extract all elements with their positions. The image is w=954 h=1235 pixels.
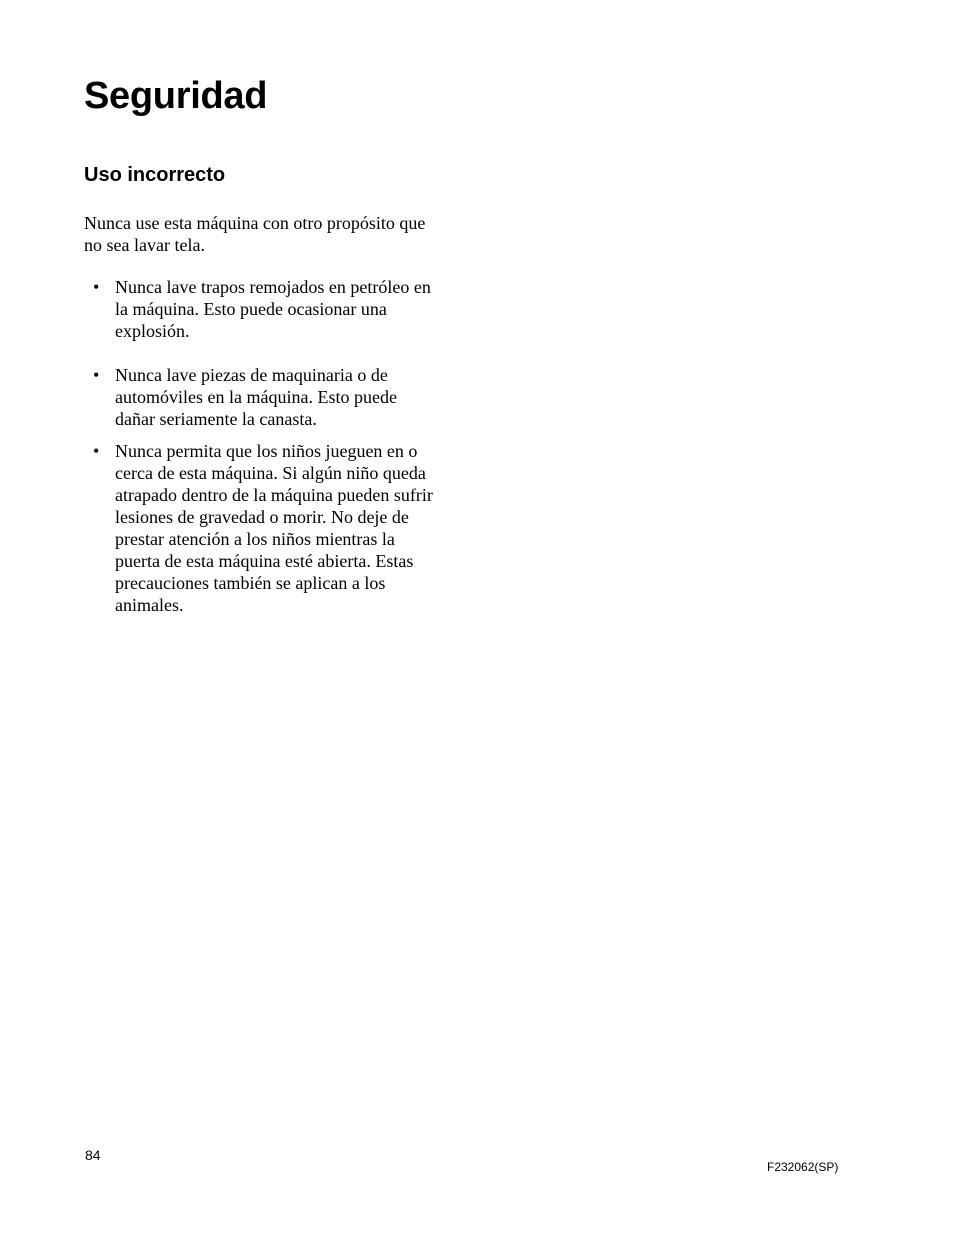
list-item bbox=[84, 276, 436, 342]
list-item bbox=[84, 364, 436, 430]
bullet-icon: • bbox=[93, 365, 100, 385]
section-heading: Uso incorrecto bbox=[84, 164, 226, 186]
page-title: Seguridad bbox=[84, 75, 268, 117]
bullet-icon: • bbox=[93, 277, 100, 297]
list-item-text: Nunca lave trapos remojados en petróleo en la máquina. Esto puede ocasionar una explosión. bbox=[115, 277, 431, 341]
bullet-icon: • bbox=[93, 441, 100, 461]
page-number: 84 bbox=[85, 1147, 101, 1163]
list-item-text: Nunca permita que los niños jueguen en o cerca de esta máquina. Si algún niño queda atrapado dentro de la máquina pueden sufrir lesiones de gravedad o morir. No deje de prestar atención a los niños mientras la puerta de esta máquina esté abierta. Estas precauciones también se aplican a los animales. bbox=[115, 441, 433, 615]
text-column bbox=[84, 212, 436, 616]
document-code: F232062(SP) bbox=[767, 1160, 839, 1174]
bullet-list bbox=[84, 276, 436, 616]
intro-paragraph: Nunca use esta máquina con otro propósito que no sea lavar tela. bbox=[84, 213, 426, 255]
list-item-text: Nunca lave piezas de maquinaria o de automóviles en la máquina. Esto puede dañar seriamente la canasta. bbox=[115, 365, 397, 429]
list-item bbox=[84, 440, 436, 616]
